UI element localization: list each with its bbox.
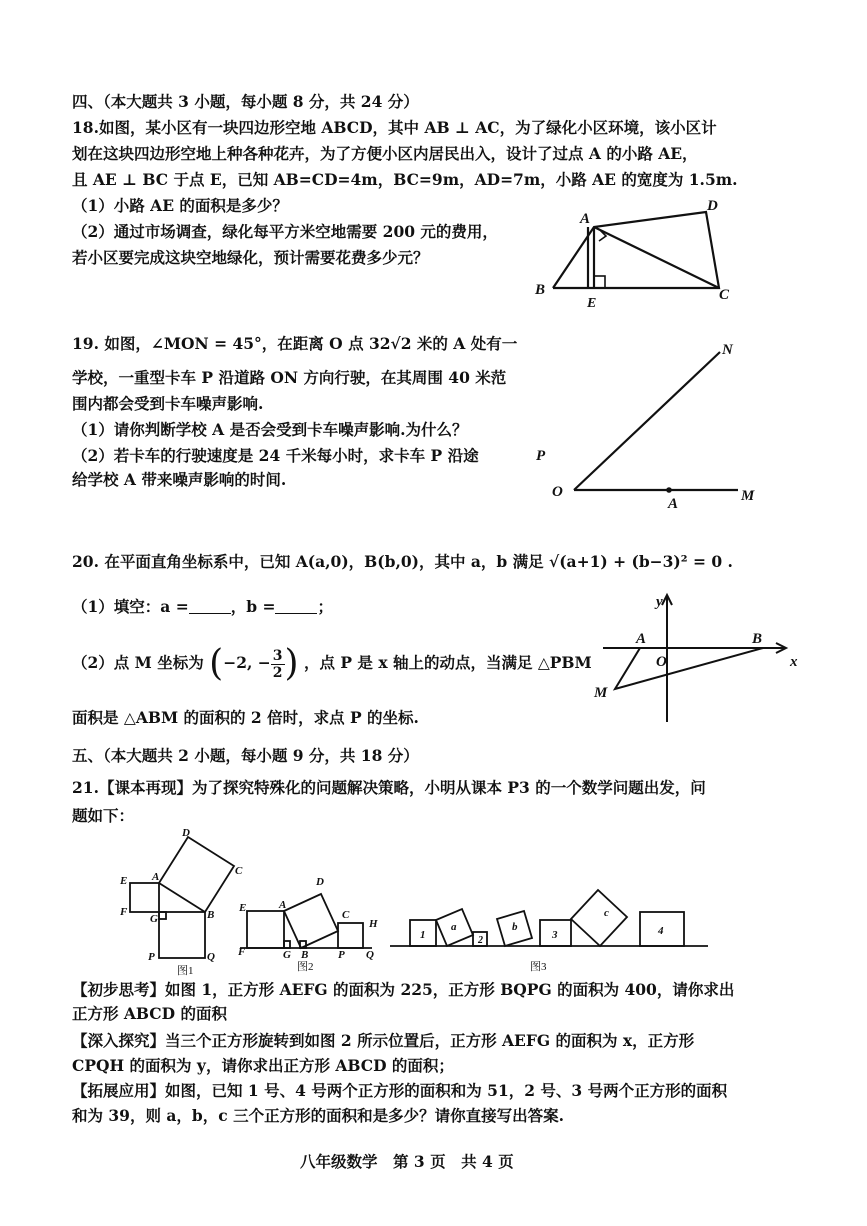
q21-p3-line-1: 【拓展应用】如图，已知 1 号、4 号两个正方形的面积和为 51，2 号、3 号两个正方形的面积 — [72, 1081, 728, 1100]
fig1-label-d: D — [182, 827, 190, 839]
q20-sub-2-line-2: 面积是 △ABM 的面积的 2 倍时，求点 P 的坐标. — [72, 708, 419, 727]
q18-label-a: A — [580, 211, 591, 227]
page-footer: 八年级数学 第 3 页 共 4 页 — [300, 1152, 514, 1171]
q18-label-c: C — [719, 287, 730, 303]
fig3-label-b: b — [512, 921, 518, 933]
fig1-label-b: B — [207, 909, 215, 921]
q21-p2-line-1: 【深入探究】当三个正方形旋转到如图 2 所示位置后，正方形 AEFG 的面积为 x，正方形 — [72, 1031, 695, 1050]
right-paren: ) — [284, 643, 299, 684]
q19-label-p: P — [536, 448, 546, 464]
fig3-label-c: c — [604, 907, 609, 919]
fig2-label-q: Q — [366, 949, 374, 961]
q19-line-2: 学校，一重型卡车 P 沿道路 ON 方向行驶，在其周围 40 米范 — [72, 368, 507, 387]
q18-label-e: E — [587, 296, 597, 311]
fig2-label-d: D — [316, 876, 324, 888]
q19-label-a: A — [668, 496, 679, 512]
fig2-label-f: F — [238, 946, 246, 958]
fig1-label-g: G — [150, 913, 158, 925]
fig1-label-q: Q — [207, 951, 215, 963]
q20-line-1: 20. 在平面直角坐标系中，已知 A(a,0)，B(b,0)，其中 a，b 满足 √(a+1) + (b−3)² = 0 . — [72, 552, 733, 571]
q18-line-2: 划在这块四边形空地上种各种花卉，为了方便小区内居民出入，设计了过点 A 的小路 AE， — [72, 144, 698, 163]
fig1-label-p: P — [148, 951, 155, 963]
q19-sub-2a: （2）若卡车的行驶速度是 24 千米每小时，求卡车 P 沿途 — [72, 446, 479, 465]
section-5-heading: 五、（本大题共 2 小题，每小题 9 分，共 18 分） — [72, 746, 419, 765]
q20-sub-1-middle: ，b = — [230, 597, 276, 616]
q18-sub-2a: （2）通过市场调查，绿化每平方米空地需要 200 元的费用， — [72, 222, 498, 241]
fig3-label-a: a — [451, 921, 457, 933]
fig2-label-h: H — [369, 918, 378, 930]
fig2-label-e: E — [239, 902, 247, 914]
q18-sub-2b: 若小区要完成这块空地绿化，预计需要花费多少元？ — [72, 248, 429, 267]
fig3-label-3: 3 — [552, 929, 558, 941]
fig1-label-e: E — [120, 875, 128, 887]
q18-line-3: 且 AE ⊥ BC 于点 E，已知 AB=CD=4m，BC=9m，AD=7m，小路 AE 的宽度为 1.5m. — [72, 170, 738, 189]
q21-p1-line-2: 正方形 ABCD 的面积 — [72, 1004, 227, 1023]
q19-line-1: 19. 如图，∠MON = 45°，在距离 O 点 32√2 米的 A 处有一 — [72, 334, 518, 353]
q19-sub-1: （1）请你判断学校 A 是否会受到卡车噪声影响.为什么？ — [72, 420, 468, 439]
fig1-label-a: A — [152, 871, 160, 883]
fig3-label-2: 2 — [478, 935, 483, 946]
q18-sub-1: （1）小路 AE 的面积是多少？ — [72, 196, 288, 215]
q18-label-d: D — [707, 198, 718, 214]
q20-label-x: x — [790, 654, 798, 670]
fig1-label-c: C — [235, 865, 243, 877]
fig2-label-a: A — [279, 899, 287, 911]
q19-sub-2b: 给学校 A 带来噪声影响的时间. — [72, 470, 287, 489]
q19-label-n: N — [722, 342, 733, 358]
q20-label-a: A — [636, 631, 647, 647]
q20-label-m: M — [594, 685, 608, 701]
q21-p1-line-1: 【初步思考】如图 1，正方形 AEFG 的面积为 225，正方形 BQPG 的面积为 400，请你求出 — [72, 980, 735, 999]
q18-label-b: B — [535, 282, 546, 298]
fig3-caption: 图3 — [530, 961, 547, 973]
section-4-heading: 四、（本大题共 3 小题，每小题 8 分，共 24 分） — [72, 92, 419, 111]
fraction-denominator: 2 — [272, 664, 283, 681]
fig2-label-p: P — [338, 949, 345, 961]
q20-sub-1-end: ； — [317, 597, 333, 616]
q20-sub-2-suffix: ，点 P 是 x 轴上的动点，当满足 △PBM — [303, 653, 592, 672]
fig2-caption: 图2 — [297, 961, 314, 973]
fraction-numerator: 3 — [272, 647, 283, 664]
q18-line-1: 18.如图，某小区有一块四边形空地 ABCD，其中 AB ⊥ AC，为了绿化小区环境，该小区计 — [72, 118, 717, 137]
q19-line-3: 围内都会受到卡车噪声影响. — [72, 394, 264, 413]
fig3-label-4: 4 — [658, 925, 664, 937]
q20-sub-2-prefix: （2）点 M 坐标为 — [72, 653, 204, 672]
fig1-label-f: F — [120, 906, 128, 918]
fig3-label-1: 1 — [420, 929, 426, 941]
q20-label-y: y — [656, 594, 663, 610]
q19-label-m: M — [741, 488, 755, 504]
q21-p2-line-2: CPQH 的面积为 y，请你求出正方形 ABCD 的面积； — [72, 1056, 454, 1075]
fig2-label-g: G — [283, 949, 291, 961]
fig2-label-b: B — [301, 949, 309, 961]
q20-sub-1-prefix: （1）填空：a = — [72, 597, 189, 616]
fig1-caption: 图1 — [177, 965, 194, 977]
q21-line-2: 题如下： — [72, 806, 135, 825]
q20-label-b: B — [752, 631, 763, 647]
q21-p3-line-2: 和为 39，则 a，b，c 三个正方形的面积和是多少？请你直接写出答案. — [72, 1106, 564, 1125]
q21-line-1: 21.【课本再现】为了探究特殊化的问题解决策略，小明从课本 P3 的一个数学问题出发，问 — [72, 778, 706, 797]
q19-label-o: O — [552, 484, 563, 500]
q20-coord-left: −2, − — [223, 653, 271, 672]
fig2-label-c: C — [342, 909, 350, 921]
left-paren: ( — [209, 643, 224, 684]
q20-label-o: O — [656, 654, 667, 670]
